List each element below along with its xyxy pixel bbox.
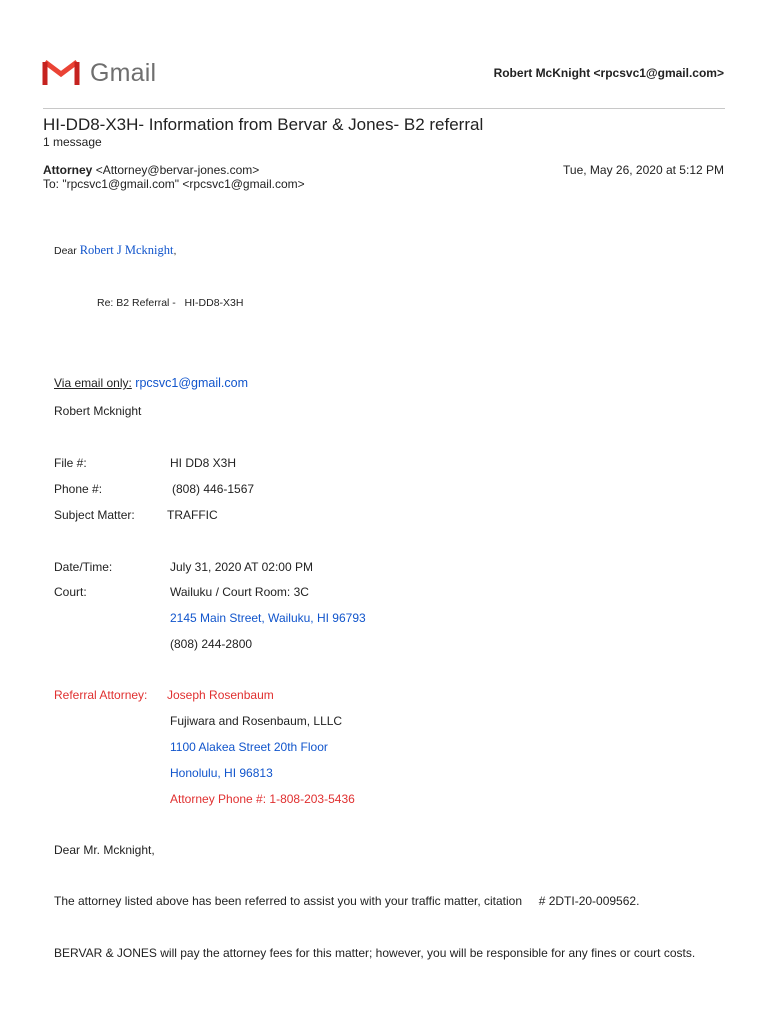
via-email-line: [54, 376, 248, 390]
firm-city-link[interactable]: Honolulu, HI 96813: [170, 766, 273, 780]
recipient-line: To: "rpcsvc1@gmail.com" <rpcsvc1@gmail.com>: [43, 177, 305, 191]
datetime-value: July 31, 2020 AT 02:00 PM: [170, 560, 313, 574]
salutation-suffix: ,: [173, 245, 177, 257]
thread-subject: HI-DD8-X3H- Information from Bervar & Jones- B2 referral: [43, 115, 484, 134]
gmail-m-icon: [42, 58, 80, 86]
logo-text: Gmail: [90, 59, 157, 87]
subject-matter-value: TRAFFIC: [167, 508, 218, 522]
gmail-logo: [42, 58, 162, 90]
salutation: [54, 243, 176, 258]
referral-attorney-label: Referral Attorney:: [54, 688, 148, 702]
salutation-name-link[interactable]: Robert J Mcknight: [79, 243, 174, 257]
sender-name: Attorney: [43, 163, 93, 177]
account-identity: Robert McKnight <rpcsvc1@gmail.com>: [493, 66, 724, 80]
greeting: Dear Mr. Mcknight,: [54, 843, 155, 857]
via-email-link[interactable]: rpcsvc1@gmail.com: [131, 376, 249, 390]
paragraph-fees: BERVAR & JONES will pay the attorney fees for this matter; however, you will be responsible for any fines or court costs.: [54, 946, 696, 960]
paragraph-referral: The attorney listed above has been referred to assist you with your traffic matter, citation # 2DTI-20-009562.: [54, 894, 640, 908]
sender-line: [43, 163, 259, 177]
re-line: Re: B2 Referral - HI-DD8-X3H: [97, 297, 244, 309]
court-phone: (808) 244-2800: [170, 637, 253, 651]
message-date: Tue, May 26, 2020 at 5:12 PM: [563, 163, 724, 177]
court-label: Court:: [54, 585, 87, 599]
via-email-label: Via email only:: [54, 376, 132, 390]
message-count: 1 message: [43, 135, 102, 149]
file-value: HI DD8 X3H: [170, 456, 237, 470]
phone-label: Phone #:: [54, 482, 103, 496]
sender-email: <Attorney@bervar-jones.com>: [95, 163, 260, 177]
recipient-name: Robert Mcknight: [54, 404, 142, 418]
phone-value: (808) 446-1567: [172, 482, 255, 496]
header-divider: [43, 108, 725, 109]
court-address-link[interactable]: 2145 Main Street, Wailuku, HI 96793: [170, 611, 366, 625]
subject-matter-label: Subject Matter:: [54, 508, 135, 522]
attorney-phone: Attorney Phone #: 1-808-203-5436: [170, 792, 355, 806]
court-value: Wailuku / Court Room: 3C: [170, 585, 309, 599]
firm-name: Fujiwara and Rosenbaum, LLLC: [170, 714, 343, 728]
referral-attorney-name: Joseph Rosenbaum: [167, 688, 274, 702]
datetime-label: Date/Time:: [54, 560, 113, 574]
firm-street-link[interactable]: 1100 Alakea Street 20th Floor: [170, 740, 328, 754]
file-label: File #:: [54, 456, 87, 470]
salutation-prefix: Dear: [54, 245, 80, 257]
